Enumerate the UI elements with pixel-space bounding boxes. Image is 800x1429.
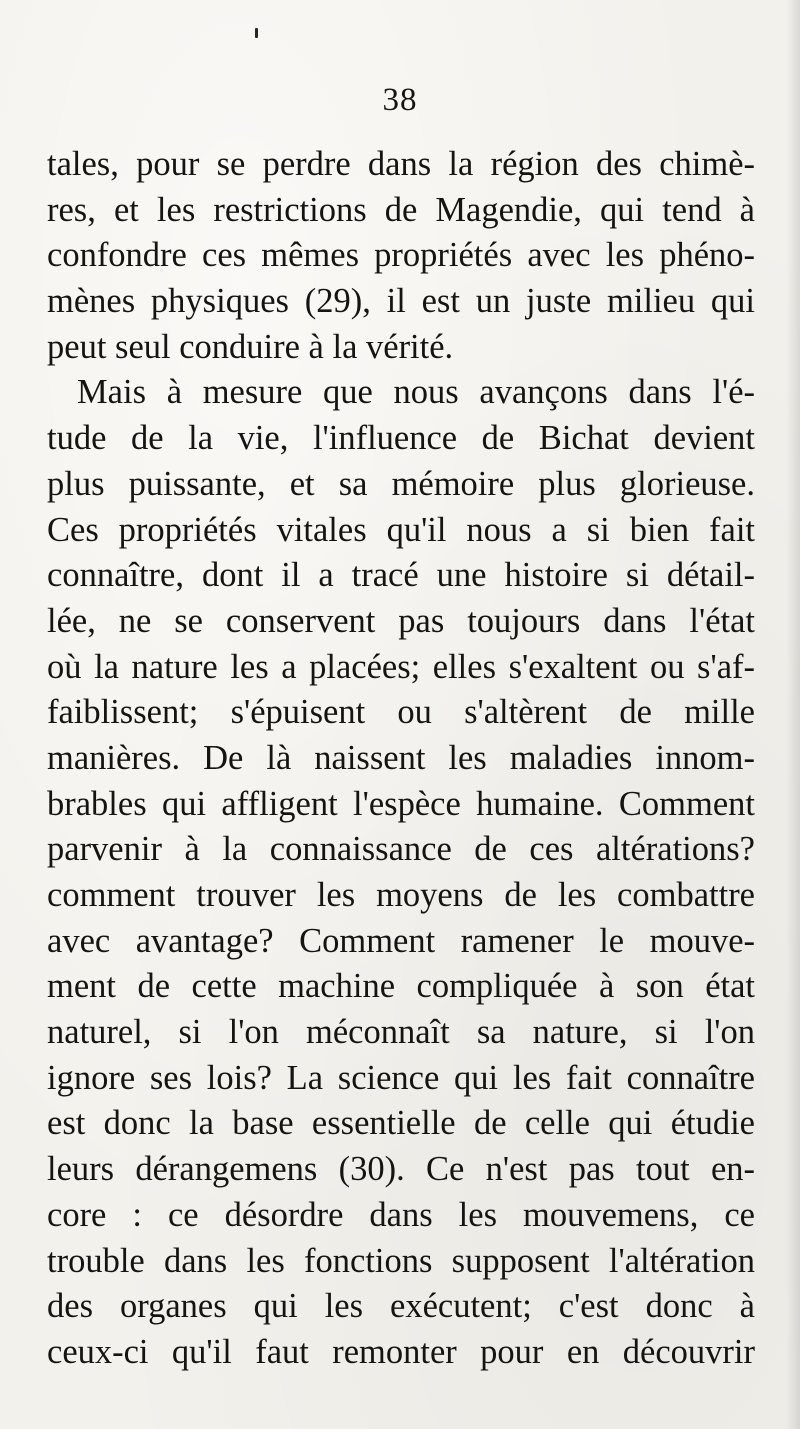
text-line-21: ignore ses lois? La science qui les fait connaître (47, 1058, 755, 1097)
text-line-4: mènes physiques (29), il est un juste milieu qui (47, 282, 755, 321)
text-line-26: des organes qui les exécutent; c'est donc à (47, 1287, 755, 1326)
text-line-16: parvenir à la connaissance de ces altérations? (47, 830, 755, 869)
text-line-5: peut seul conduire à la vérité. (47, 327, 454, 366)
text-line-20: naturel, si l'on méconnaît sa nature, si l'on (47, 1013, 755, 1052)
text-line-2: res, et les restrictions de Magendie, qui tend à (47, 190, 755, 229)
body-text (47, 142, 755, 1376)
text-line-27: ceux-ci qu'il faut remonter pour en découvrir (47, 1332, 755, 1371)
text-line-10: connaître, dont il a tracé une histoire si détail- (47, 556, 755, 595)
text-line-25: trouble dans les fonctions supposent l'altération (47, 1241, 755, 1280)
page-edge-shadow (786, 0, 800, 1429)
text-line-1: tales, pour se perdre dans la région des chimè- (47, 145, 755, 183)
text-line-7: tude de la vie, l'influence de Bichat devient (47, 419, 755, 458)
text-line-9: Ces propriétés vitales qu'il nous a si bien fait (47, 510, 755, 549)
text-line-22: est donc la base essentielle de celle qui étudie (47, 1104, 755, 1143)
text-line-12: où la nature les a placées; elles s'exaltent ou s'af- (47, 647, 755, 686)
ink-speck (255, 28, 258, 38)
text-line-19: ment de cette machine compliquée à son état (47, 967, 755, 1006)
text-line-8: plus puissante, et sa mémoire plus glorieuse. (47, 464, 755, 503)
text-line-14: manières. De là naissent les maladies innom- (47, 738, 755, 777)
page-number: 38 (382, 82, 418, 118)
text-line-13: faiblissent; s'épuisent ou s'altèrent de mille (47, 693, 755, 732)
text-line-23: leurs dérangemens (30). Ce n'est pas tout en- (47, 1150, 755, 1189)
text-line-24: core : ce désordre dans les mouvemens, ce (47, 1195, 755, 1234)
text-line-18: avec avantage? Comment ramener le mouve- (47, 921, 755, 960)
text-line-15: brables qui affligent l'espèce humaine. Comment (47, 784, 755, 823)
text-line-17: comment trouver les moyens de les combattre (47, 876, 755, 914)
text-line-11: lée, ne se conservent pas toujours dans l'état (47, 601, 755, 640)
text-line-6: Mais à mesure que nous avançons dans l'é- (77, 373, 755, 412)
text-line-3: confondre ces mêmes propriétés avec les phéno- (47, 236, 755, 275)
